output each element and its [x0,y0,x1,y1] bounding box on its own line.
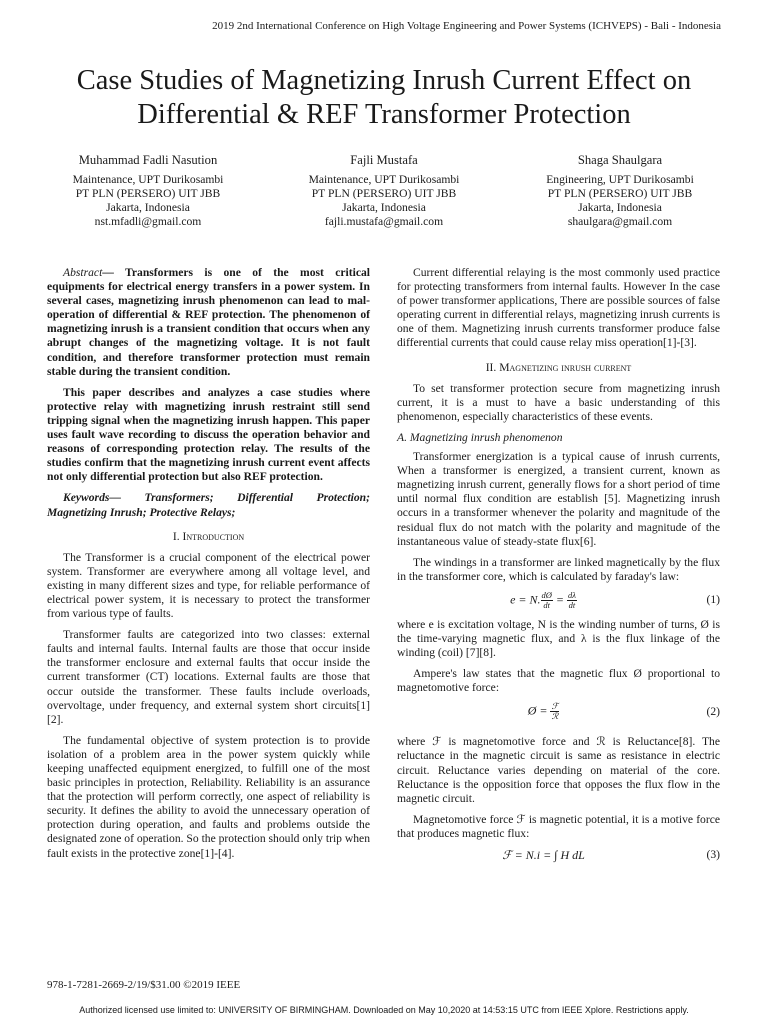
eq-lhs: Ø = [527,703,551,718]
paper-title: Case Studies of Magnetizing Inrush Current Effect on Differential & REF Transformer Protection [76,65,692,130]
isbn-copyright: 978-1-7281-2669-2/19/$31.00 ©2019 IEEE [47,979,241,991]
equation-body: ℱ = N.i = ∫ H dL [502,848,585,862]
equation-number: (2) [706,704,720,718]
fraction [567,591,577,610]
author-block [30,153,738,229]
abstract-paragraph-2: This paper describes and analyzes a case studies where protective relay with magnetizing inrush restraint still send tripping signal when the magnetizing inrush happen. This paper uses fault wave recording to discuss the operation behavior and reasons of corresponding protection relay. The results of the studies confirm that the magnetizing inrush current event affects not only differential protection but also REF protection. [47,385,370,484]
author-2 [266,153,502,229]
author-email[interactable]: fajli.mustafa@gmail.com [324,215,444,228]
equation-3 [397,848,720,862]
author-name: Fajli Mustafa [350,153,418,167]
paragraph: Current differential relaying is the most commonly used practice for protecting transformers from internal faults. However In the case of power transformer applications, There are possible sources of false operating current in differential relays, magnetizing inrush currents is one of them. Magnetizing inrush currents transformer produce false differential currents that could cause relay miss operation[1]-[3]. [397,266,721,350]
author-location: Jakarta, Indonesia [342,201,426,214]
author-location: Jakarta, Indonesia [578,201,662,214]
author-org: PT PLN (PERSERO) UIT JBB [311,187,457,200]
author-email[interactable]: shaulgara@gmail.com [567,215,673,228]
paragraph: where e is excitation voltage, N is the winding number of turns, Ø is the time-varying magnetic flux, and λ is the flux linkage of the winding (coil) [7][8]. [397,617,720,660]
abstract-text: — Transformers is one of the most critical equipments for electrical energy transfers in a power system. In several cases, magnetizing inrush phenomenon can lead to mal-operation of differential & REF protection. The phenomenon of magnetizing inrush is a transient condition that occurs when any abrupt changes of the magnetizing voltage. It is not fault condition, and therefore transformer protection must remain stable during the transient condition. [47,266,370,378]
section-heading-magnetizing-inrush: II. Magnetizing inrush current [485,360,632,374]
equation-body [397,702,690,721]
paragraph: The windings in a transformer are linked magnetically by the flux in the transformer core, which is calculated by faraday's law: [397,555,720,583]
author-affiliation: Maintenance, UPT Durikosambi [308,173,460,186]
conference-header: 2019 2nd International Conference on High Voltage Engineering and Power Systems (ICHVEPS) - Bali - Indonesia [212,20,721,32]
author-email[interactable]: nst.mfadli@gmail.com [94,215,202,228]
eq-lhs: e = N. [510,592,541,607]
frac-top: ℱ [551,701,559,712]
keywords [47,491,370,519]
keywords-text: — Transformers; Differential Protection; Magnetizing Inrush; Protective Relays; [47,491,370,519]
author-org: PT PLN (PERSERO) UIT JBB [547,187,693,200]
paragraph: Transformer energization is a typical cause of inrush currents, When a transformer is energized, a transient current, known as magnetizing inrush current, generally flows for a short period of time until normal flux condition are establish [5]. Magnetizing inrush occurs in a transformer whenever the polarity and magnitude of the residual flux do not match with the polarity and magnitude of the instantaneous value of steady-state flux[6]. [397,450,720,548]
equation-number: (1) [706,593,720,607]
frac-top: dØ [541,589,552,600]
section-heading-introduction: I. Introduction [172,529,245,543]
author-org: PT PLN (PERSERO) UIT JBB [75,187,221,200]
equation-2 [397,702,720,721]
author-name: Shaga Shaulgara [577,153,663,167]
equation-body [397,591,690,610]
fraction [541,591,553,610]
fraction [550,702,559,721]
eq-equals: = [552,592,567,607]
license-footer: Authorized licensed use limited to: UNIVERSITY OF BIRMINGHAM. Downloaded on May 10,2020 at 14:53:15 UTC from IEEE Xplore. Restrictions apply. [79,1005,689,1015]
paragraph: Magnetomotive force ℱ is magnetic potential, it is a motive force that produces magnetic flux: [397,812,720,840]
paragraph: The fundamental objective of system protection is to provide isolation of a problem area in the power system quickly while keeping unaffected equipment energized, to fulfill one of the most basic principles in protection, Reliability. Reliability is an assurance that the protection will perform correctly, one aspect of reliability is security. It defines the ability to avoid the unnecessary operation of protection during operation, and faults and problems outside the designated zone of operation. So the protection should only trip when fault exists in the protective zone[1]-[4]. [47,733,370,860]
abstract-paragraph [47,266,370,379]
paragraph: Ampere's law states that the magnetic flux Ø proportional to magnetomotive force: [397,667,720,695]
paragraph: where ℱ is magnetomotive force and ℛ is Reluctance[8]. The reluctance in the magnetic circuit is same as resistance in electric circuit. Reluctance varies depending on material of the core. Reluctance is the opposition force that opposes the flux flow in the magnetic circuit. [397,735,720,805]
author-name: Muhammad Fadli Nasution [78,153,218,167]
frac-top: dλ [568,589,576,600]
paragraph: To set transformer protection secure from magnetizing inrush current, it is a must to have a basic understanding of this phenomenon, especially characteristics of these events. [397,381,720,423]
right-column [397,266,720,870]
author-affiliation: Maintenance, UPT Durikosambi [72,173,224,186]
left-column [47,266,370,868]
author-3 [502,153,738,229]
author-location: Jakarta, Indonesia [106,201,190,214]
paragraph: The Transformer is a crucial component of the electrical power system. Transformer are everywhere among all voltage level, and existing in many different sizes and type, for reliable performance of electrical power system, it is necessary to protect the transformer from various type of faults. [47,550,370,621]
author-affiliation: Engineering, UPT Durikosambi [546,173,694,186]
paragraph: Transformer faults are categorized into two classes: external faults and internal faults. Internal faults are those that occur inside the transformer enclosure and external faults that occur inside the current transformer (CT) locations. External faults are those that occur outside the transformer. These faults include overloads, overvoltage, under frequency, and external system short circuits[1][2]. [47,628,370,726]
author-1 [30,153,266,229]
frac-bottom: ℛ [551,711,559,722]
abstract-label: Abstract [63,266,103,279]
frac-bottom: dt [568,599,576,610]
equation-1 [397,591,720,610]
keywords-label: Keywords [63,491,110,505]
subsection-heading: A. Magnetizing inrush phenomenon [397,430,563,444]
frac-bottom: dt [543,599,550,610]
equation-number: (3) [706,848,720,861]
